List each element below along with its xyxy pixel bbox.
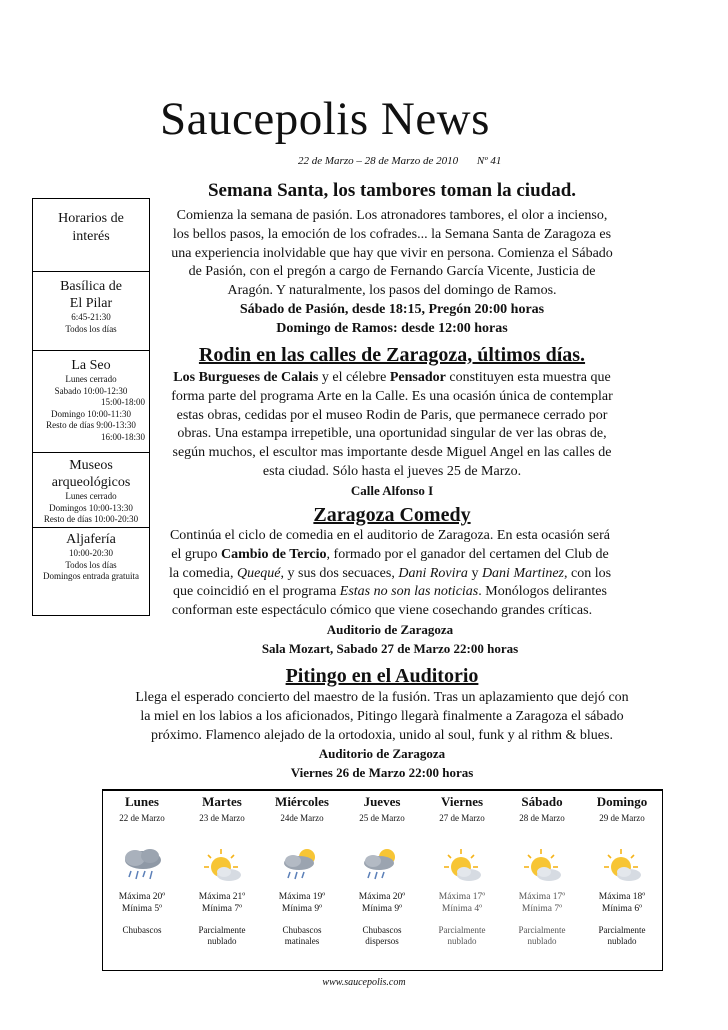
rain-cloud-icon — [119, 846, 165, 884]
comedy-line-2 — [130, 546, 650, 565]
seo-line-3: 15:00-18:00 — [101, 397, 145, 407]
weather-day-date: 27 de Marzo — [439, 813, 485, 823]
rodin-bold-1: Calle Alfonso I — [350, 482, 434, 498]
comedy-queque: Quequé — [236, 565, 281, 581]
semana-line-5: Aragón. Y naturalmente, los pasos del domingo de Ramos. — [227, 283, 557, 299]
comedy-rovira: Dani Rovira — [398, 565, 468, 581]
semana-bold-1: Sábado de Pasión, desde 18:15, Pregón 20:00 horas — [239, 301, 545, 317]
seo-line-5: Resto de días 9:00-13:30 — [46, 420, 136, 430]
weather-day-date: 23 de Marzo — [199, 813, 245, 823]
weather-desc-1: Parcialmente — [438, 925, 486, 935]
weather-day-name: Lunes — [125, 794, 159, 809]
weather-desc-1: Chubascos — [282, 925, 322, 935]
weather-desc-1: Parcialmente — [598, 925, 646, 935]
seo-line-6: 16:00-18:30 — [101, 431, 145, 442]
weather-min: Mínima 9º — [281, 903, 323, 914]
seo-line-1: Lunes cerrado — [65, 374, 117, 384]
museos-line-2: Domingos 10:00-13:30 — [49, 502, 133, 513]
weather-day-name: Jueves — [363, 794, 401, 809]
weather-day-name: Miércoles — [275, 794, 329, 809]
weather-day-name: Domingo — [596, 794, 648, 809]
weather-forecast-table — [102, 789, 663, 971]
aljaferia-line-1: 10:00-20:30 — [69, 548, 113, 558]
rodin-line-2: forma parte del programa Arte en la Calle. Es una ocasión única de contemplar — [171, 388, 613, 404]
rodin-line-1-text-b: constituyen esta muestra que — [445, 370, 611, 385]
pitingo-bold-1: Auditorio de Zaragoza — [318, 746, 446, 762]
weather-day-date: 22 de Marzo — [119, 813, 165, 823]
weather-max: Máxima 17º — [518, 892, 566, 902]
sidebar-museos-section — [33, 457, 149, 528]
rodin-line-3: estas obras, cedidas por el museo Rodin de Paris, que permanece cerrado por — [176, 407, 608, 423]
article-comedy-body — [130, 527, 650, 659]
aljaferia-line-3: Domingos entrada gratuita — [43, 571, 139, 581]
article-pitingo-title: Pitingo en el Auditorio — [285, 665, 479, 687]
sun-rain-cloud-icon — [279, 846, 325, 884]
seo-line-2: Sabado 10:00-12:30 — [54, 385, 128, 396]
date-range: 22 de Marzo – 28 de Marzo de 2010 — [298, 155, 459, 167]
museos-line-1: Lunes cerrado — [65, 491, 117, 501]
weather-desc-1: Chubascos — [122, 925, 162, 935]
pilar-name-2: El Pilar — [69, 296, 113, 311]
weather-min: Mínima 4º — [441, 903, 483, 914]
weather-day-date: 25 de Marzo — [359, 813, 405, 823]
weather-day-6 — [583, 789, 661, 947]
weather-day-date: 28 de Marzo — [519, 813, 565, 823]
pitingo-line-2: la miel en los labios a los aficionados, Pitingo llegarà finalmente a Zaragoza el sábado — [140, 708, 624, 724]
museos-name-1: Museos — [69, 458, 113, 473]
museos-line-3: Resto de días 10:00-20:30 — [43, 514, 139, 524]
museos-name-2: arqueológicos — [51, 475, 131, 490]
comedy-line-3-c: y — [467, 565, 482, 581]
weather-day-0 — [103, 789, 181, 936]
weather-max: Máxima 19º — [278, 892, 326, 902]
rodin-line-1-text-a: y el célebre — [318, 370, 390, 385]
weather-desc-2: nublado — [527, 936, 557, 946]
comedy-line-4-a: que coincidió en el programa — [173, 584, 340, 600]
sun-cloud-icon — [599, 846, 645, 884]
weather-desc-2: nublado — [607, 936, 637, 946]
sun-cloud-icon — [199, 846, 245, 884]
article-pitingo-body — [92, 689, 672, 783]
weather-max: Máxima 20º — [118, 892, 166, 902]
sidebar-pilar-section — [33, 278, 149, 351]
sidebar-heading-section — [33, 199, 149, 272]
sidebar-seo-section — [33, 357, 149, 453]
seo-line-4: Domingo 10:00-11:30 — [51, 408, 131, 419]
semana-line-4: de Pasión, con el pregón a cargo de Fernando García Vicente, Justicia de — [188, 264, 596, 280]
weather-day-4 — [423, 789, 501, 947]
weather-max: Máxima 17º — [438, 892, 486, 902]
comedy-program-name: Estas no son las noticias — [339, 584, 479, 600]
article-rodin-title: Rodin en las calles de Zaragoza, últimos días. — [198, 344, 586, 366]
weather-day-name: Sábado — [521, 794, 563, 809]
rodin-line-1 — [150, 369, 634, 388]
weather-max: Máxima 18º — [598, 892, 646, 902]
comedy-line-4-b: . Monólogos delirantes — [478, 584, 607, 600]
weather-day-name: Martes — [202, 794, 242, 809]
semana-line-1: Comienza la semana de pasión. Los atronadores tambores, el olor a incienso, — [176, 208, 608, 223]
pilar-days: Todos los días — [65, 323, 117, 334]
article-comedy-title: Zaragoza Comedy — [313, 504, 471, 526]
comedy-line-1: Continúa el ciclo de comedia en el auditorio de Zaragoza. En esta ocasión será — [169, 528, 611, 543]
rodin-line-6: esta ciudad. Sólo hasta el jueves 25 de Marzo. — [262, 463, 522, 479]
comedy-line-5: conforman este espectáculo cómico que viene cosechando grandes críticas. — [171, 603, 593, 619]
weather-min: Mínima 7º — [521, 903, 563, 914]
weather-desc-1: Chubascos — [362, 925, 402, 935]
pitingo-line-1: Llega el esperado concierto del maestro de la fusión. Tras un aplazamiento que dejó con — [135, 690, 629, 705]
weather-min: Mínima 9º — [361, 903, 403, 914]
weather-day-3 — [343, 789, 421, 947]
article-semana-title: Semana Santa, los tambores toman la ciudad. — [207, 180, 577, 201]
pitingo-line-3: próximo. Flamenco alejado de la ortodoxia, unido al soul, funk y al rithm & blues. — [151, 727, 613, 743]
aljaferia-name: Aljafería — [66, 532, 116, 547]
sun-rain-cloud-icon — [359, 846, 405, 884]
rodin-line-5: según muchos, el escultor mas importante desde Miguel Angel en las calles de — [172, 445, 612, 461]
semana-line-2: los bellos pasos, la emoción de los cofrades... la Semana Santa de Zaragoza es — [172, 226, 612, 242]
comedy-line-3-d: , con los — [564, 565, 612, 581]
masthead-title: Saucepolis News — [160, 93, 490, 145]
weather-min: Mínima 5º — [121, 903, 163, 914]
issue-number: Nº 41 — [476, 155, 502, 167]
weather-max: Máxima 21º — [198, 892, 246, 902]
comedy-group-name: Cambio de Tercio — [221, 546, 327, 562]
rodin-line-4: obras. Una estampa irrepetible, una oportunidad singular de ver las obras de, — [177, 426, 607, 442]
weather-min: Mínima 7º — [201, 903, 243, 914]
rodin-pensador: Pensador — [389, 370, 446, 385]
weather-desc-1: Parcialmente — [198, 925, 246, 935]
comedy-line-2-b: , formado por el ganador del certamen del Club de — [326, 546, 609, 562]
weather-day-1 — [183, 789, 261, 947]
weather-day-date: 24de Marzo — [280, 813, 324, 823]
weather-day-2 — [263, 789, 341, 947]
comedy-line-3-a: la comedia, — [168, 565, 237, 581]
aljaferia-line-2: Todos los días — [65, 559, 117, 570]
sun-cloud-icon — [439, 846, 485, 884]
pilar-name-1: Basílica de — [60, 279, 122, 294]
semana-line-3: una experiencia inolvidable que hay que vivir en persona. Comienza el Sábado — [171, 245, 613, 261]
comedy-bold-2: Sala Mozart, Sabado 27 de Marzo 22:00 horas — [261, 640, 519, 656]
weather-day-name: Viernes — [440, 794, 484, 809]
weather-min: Mínima 6º — [601, 903, 643, 914]
weather-desc-2: matinales — [284, 936, 320, 946]
weather-desc-2: dispersos — [365, 936, 399, 946]
comedy-line-4 — [130, 583, 650, 602]
weather-desc-1: Parcialmente — [518, 925, 566, 935]
sun-cloud-icon — [519, 846, 565, 884]
article-semana-body — [150, 207, 634, 339]
seo-name: La Seo — [71, 358, 111, 373]
sidebar-heading: Horarios de interés — [58, 211, 124, 244]
weather-day-5 — [503, 789, 581, 947]
comedy-bold-1: Auditorio de Zaragoza — [326, 621, 454, 637]
comedy-martinez: Dani Martinez — [481, 565, 564, 581]
comedy-line-2-a: el grupo — [171, 546, 221, 562]
comedy-line-3-b: , y sus dos secuaces, — [280, 565, 399, 581]
comedy-line-3 — [130, 565, 650, 584]
dateline — [298, 155, 501, 167]
pitingo-bold-2: Viernes 26 de Marzo 22:00 horas — [290, 765, 474, 781]
weather-max: Máxima 20º — [358, 892, 406, 902]
article-rodin-body — [150, 369, 634, 501]
weather-desc-2: nublado — [447, 936, 477, 946]
weather-day-date: 29 de Marzo — [599, 813, 645, 823]
footer-url: www.saucepolis.com — [322, 977, 406, 988]
semana-bold-2: Domingo de Ramos: desde 12:00 horas — [276, 320, 508, 336]
rodin-calais: Los Burgueses de Calais — [173, 370, 319, 385]
weather-desc-2: nublado — [207, 936, 237, 946]
pilar-hours: 6:45-21:30 — [71, 312, 111, 322]
